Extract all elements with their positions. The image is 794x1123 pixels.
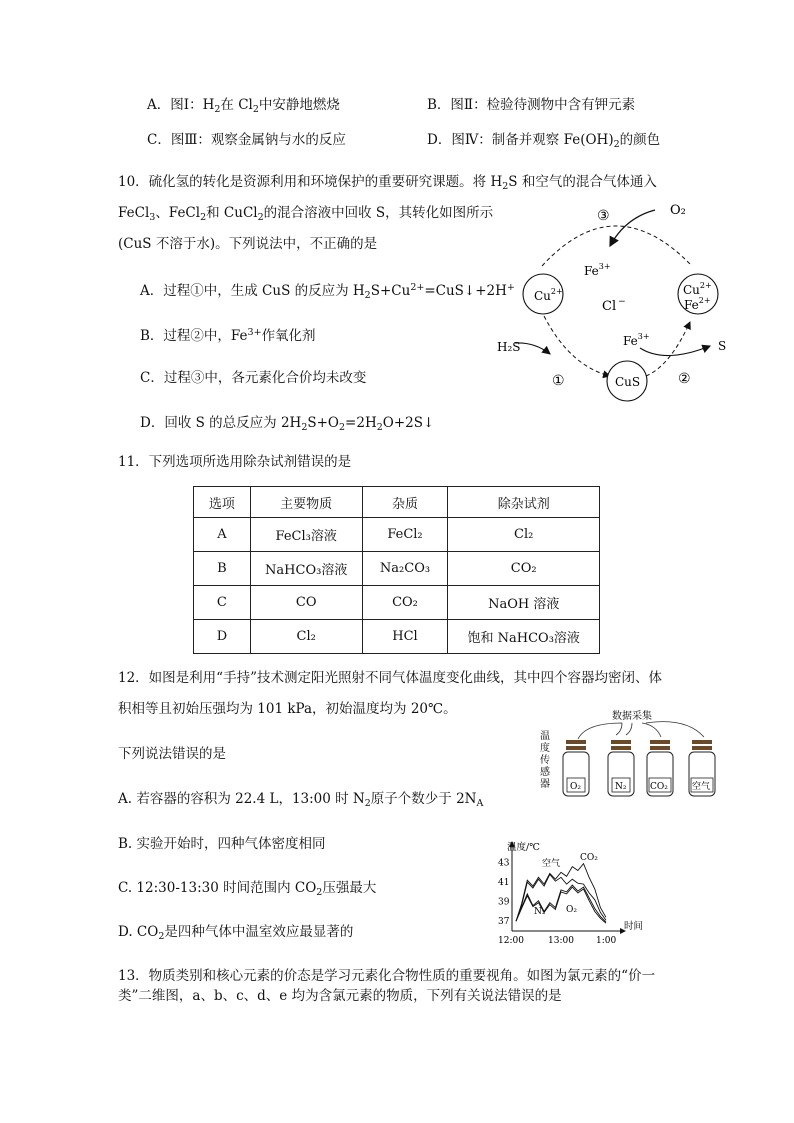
q13-stem-line1: 13．物质类别和核心元素的价态是学习元素化合物性质的重要视角。如图为氯元素的“价一 <box>118 968 656 984</box>
fe3-top-label: $Fe^{3+}$ <box>584 262 611 278</box>
q9-option-b: B．图Ⅱ：检验待测物中含有钾元素 <box>427 97 636 113</box>
x-tick-label: 1:00 <box>596 936 617 946</box>
bottle-co2 <box>647 740 673 796</box>
svg-text:感: 感 <box>540 767 550 778</box>
cl-label: Cl − <box>602 297 626 314</box>
step1-label: ① <box>552 373 565 389</box>
table-row <box>194 620 600 654</box>
table-cell: CO₂ <box>448 552 600 586</box>
series-label: 空气 <box>542 859 561 869</box>
q13-stem-line2: 类”二维图，a、b、c、d、e 均为含氯元素的物质，下列有关说法错误的是 <box>118 988 562 1004</box>
svg-text:度: 度 <box>540 743 550 754</box>
y-tick-label: 41 <box>498 878 510 889</box>
y-tick-label: 39 <box>498 897 510 908</box>
table-cell: B <box>194 552 251 586</box>
table-cell: FeCl₃溶液 <box>250 518 362 552</box>
table-cell: C <box>194 586 251 620</box>
q10-stem-line2: FeCl$_3$、FeCl$_2$和 CuCl$_2$的混合溶液中回收 S，其转化如图所示 <box>118 205 494 223</box>
table-row <box>194 518 600 552</box>
cu2-left-label: $Cu^{2+}$ <box>534 287 563 303</box>
series-label: CO₂ <box>580 853 598 863</box>
top-dashed-arc <box>542 226 692 266</box>
fe3-bottom-label: $Fe^{3+}$ <box>623 332 650 348</box>
table-cell: NaOH 溶液 <box>448 586 600 620</box>
table-header: 主要物质 <box>250 487 362 518</box>
table-header: 除杂试剂 <box>448 487 600 518</box>
series-line <box>516 885 606 922</box>
q10-stem-line1: 10．硫化氢的转化是资源利用和环境保护的重要研究课题。将 $H_2S$ 和空气的混合气体通入 <box>118 174 657 192</box>
o2-arrow <box>610 210 655 246</box>
y-tick-label: 37 <box>498 917 510 928</box>
table-cell: CO <box>250 586 362 620</box>
data-collection-label: 数据采集 <box>612 711 652 722</box>
q12-stem-line2: 积相等且初始压强均为 101 kPa，初始温度均为 20℃。 <box>118 701 457 717</box>
table-cell: CO₂ <box>362 586 448 620</box>
q10-option-b: B．过程②中，$Fe^{3+}$作氧化剂 <box>140 327 316 344</box>
q12-stem-line3: 下列说法错误的是 <box>118 746 226 762</box>
x-tick-label: 12:00 <box>498 936 524 946</box>
q10-option-d: D．回收 S 的总反应为 $2H_2S+O_2=2H_2O+2S↓$ <box>140 415 435 433</box>
o2-label: O₂ <box>670 203 686 218</box>
sensor-label <box>540 730 550 790</box>
fe2-right-label: $Fe^{2+}$ <box>684 296 711 312</box>
table-cell: Cl₂ <box>250 620 362 654</box>
q10-stem-line3: (CuS 不溶于水)。下列说法中，不正确的是 <box>118 236 378 252</box>
q12-option-c: C. 12:30-13:30 时间范围内 $CO_2$压强最大 <box>118 880 377 898</box>
table-row <box>194 586 600 620</box>
q12-option-a: A. 若容器的容积为 22.4 L，13:00 时 $N_2$原子个数少于 $2N_A$ <box>118 791 484 809</box>
bottle-label: O₂ <box>570 782 581 792</box>
table-header: 杂质 <box>362 487 448 518</box>
s-label: S <box>718 339 727 353</box>
series-label: N₂ <box>534 907 546 917</box>
series-label: O₂ <box>566 905 577 915</box>
table-cell: Cl₂ <box>448 518 600 552</box>
right-dashed-arc <box>646 322 690 376</box>
bottle-n2 <box>608 740 634 796</box>
q9-option-c: C．图Ⅲ：观察金属钠与水的反应 <box>147 132 346 148</box>
svg-text:温: 温 <box>540 731 550 742</box>
q9-option-a: A．图Ⅰ：$H_2$在 $Cl_2$中安静地燃烧 <box>147 97 340 115</box>
data-wires <box>578 722 704 739</box>
q11-stem: 11．下列选项所选用除杂试剂错误的是 <box>118 454 352 470</box>
cu2-right-label: $Cu^{2+}$ <box>683 281 712 297</box>
q12-option-d: D. $CO_2$是四种气体中温室效应最显著的 <box>118 924 354 942</box>
y-axis-label: 温度/℃ <box>507 842 540 853</box>
svg-text:传: 传 <box>540 755 550 766</box>
table-cell: NaHCO₃溶液 <box>250 552 362 586</box>
bottle-air <box>689 740 715 796</box>
table-cell: Na₂CO₃ <box>362 552 448 586</box>
table-row <box>194 552 600 586</box>
s-arrow <box>640 346 710 356</box>
table-header: 选项 <box>194 487 251 518</box>
table-header-row <box>194 487 600 518</box>
h2s-label: H₂S <box>497 340 521 354</box>
q11-table <box>193 486 600 654</box>
bottle-label: CO₂ <box>650 782 668 792</box>
bottle-label: 空气 <box>692 782 711 792</box>
table-cell: HCl <box>362 620 448 654</box>
x-axis-label: 时间 <box>624 921 644 932</box>
svg-text:器: 器 <box>540 779 550 790</box>
q12-option-b: B. 实验开始时，四种气体密度相同 <box>118 836 326 852</box>
q9-option-d: D．图Ⅳ：制备并观察 $Fe(OH)_2$的颜色 <box>427 132 661 150</box>
series-line <box>516 887 606 923</box>
bottle-o2 <box>563 740 589 796</box>
table-cell: D <box>194 620 251 654</box>
q12-apparatus <box>536 705 732 801</box>
table-cell: A <box>194 518 251 552</box>
bottle-label: N₂ <box>615 782 627 792</box>
left-dashed-arc <box>544 316 610 376</box>
y-tick-label: 43 <box>498 858 510 869</box>
q10-cycle-diagram <box>490 196 740 411</box>
table-cell: FeCl₂ <box>362 518 448 552</box>
x-tick-label: 13:00 <box>548 936 574 946</box>
q12-stem-line1: 12．如图是利用“手持”技术测定阳光照射不同气体温度变化曲线，其中四个容器均密闭、体 <box>118 670 662 686</box>
step2-label: ② <box>678 371 691 387</box>
q12-temperature-chart <box>480 836 652 948</box>
cus-label: CuS <box>615 375 641 389</box>
step3-label: ③ <box>597 208 610 224</box>
q10-option-a: A．过程①中，生成 CuS 的反应为 $H_2S+Cu^{2+}=CuS↓+2H^+$ <box>140 282 515 301</box>
q10-option-c: C．过程③中，各元素化合价均未改变 <box>140 370 367 386</box>
table-cell: 饱和 NaHCO₃溶液 <box>448 620 600 654</box>
